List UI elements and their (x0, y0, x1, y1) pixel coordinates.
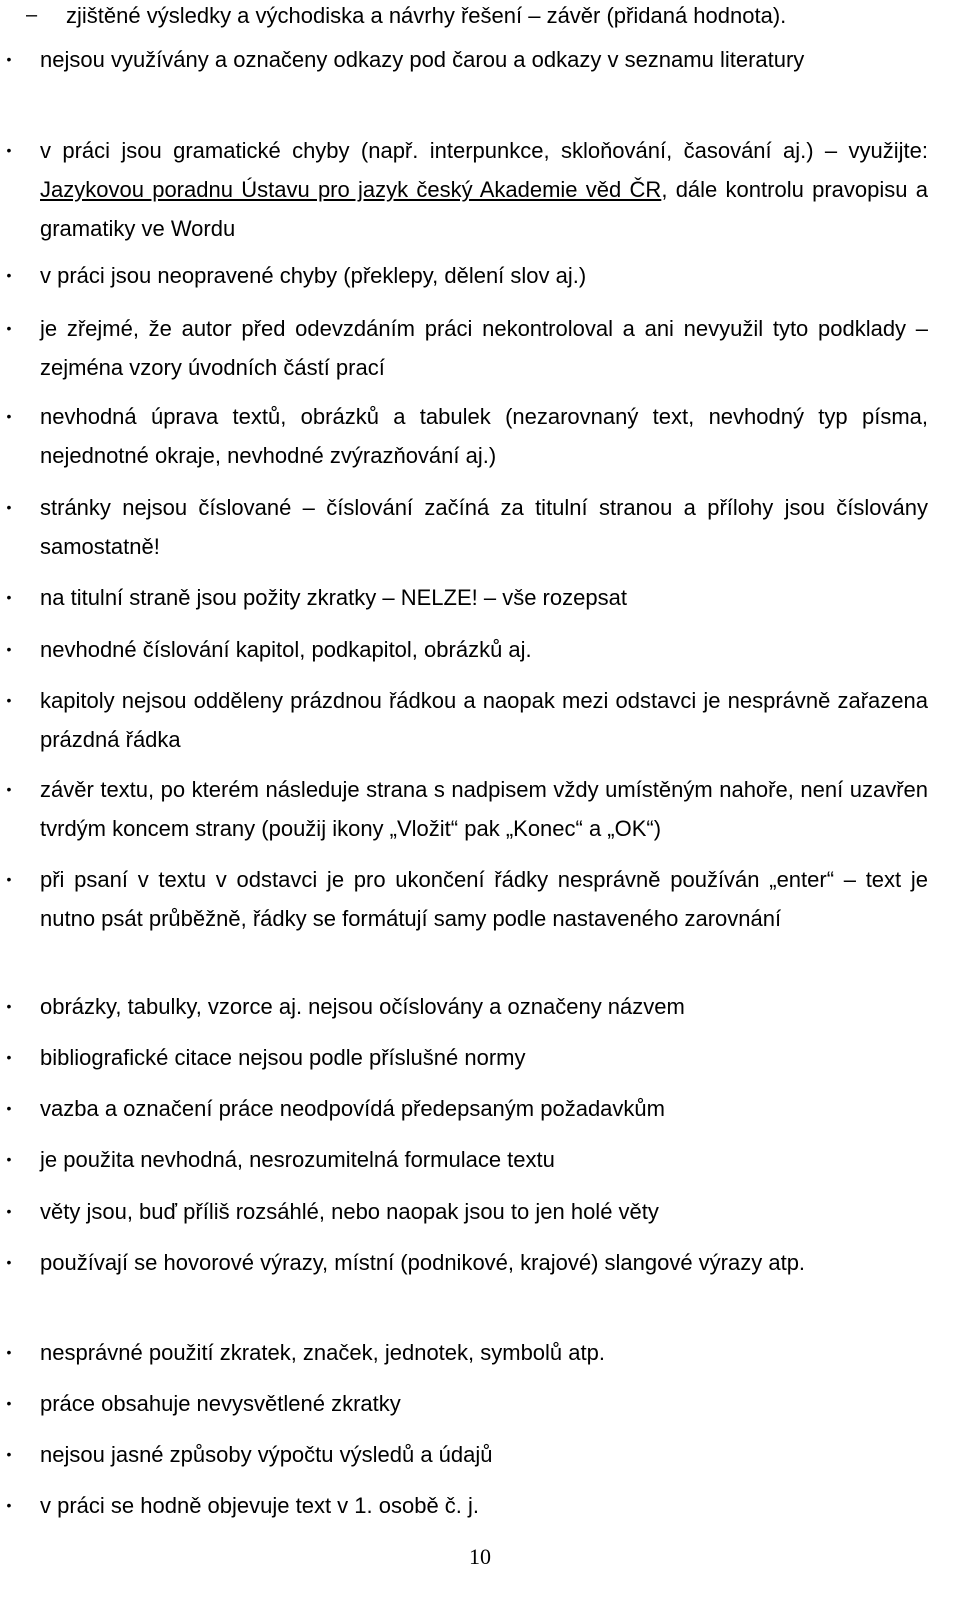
list-item-text: používají se hovorové výrazy, místní (podnikové, krajové) slangové výrazy atp. (40, 1250, 806, 1275)
dash-bullet-icon: – (26, 4, 38, 26)
bullet-icon: • (6, 871, 12, 887)
list-item-text: na titulní straně jsou požity zkratky – NELZE! – vše rozepsat (40, 585, 627, 610)
list-item (26, 0, 928, 35)
bullet-icon: • (6, 589, 12, 605)
list-item (6, 1192, 928, 1231)
bullet-icon: • (6, 408, 12, 424)
list-item (6, 1384, 928, 1423)
bullet-icon: • (6, 692, 12, 708)
bullet-icon: • (6, 641, 12, 657)
list-item-text: v práci jsou neopravené chyby (překlepy, dělení slov aj.) (40, 263, 587, 288)
list-item-text: nevhodné číslování kapitol, podkapitol, obrázků aj. (40, 637, 532, 662)
bullet-icon: • (6, 142, 12, 158)
bullet-icon: • (6, 1254, 12, 1270)
list-item (6, 1486, 928, 1525)
bullet-icon: • (6, 267, 12, 283)
list-item-text: nejsou využívány a označeny odkazy pod čarou a odkazy v seznamu literatury (40, 47, 805, 72)
bullet-icon: • (6, 1151, 12, 1167)
list-item (6, 1038, 928, 1077)
list-item-text: v práci se hodně objevuje text v 1. osobě č. j. (40, 1493, 480, 1518)
list-item (6, 488, 928, 566)
list-item (6, 256, 928, 295)
list-item-text: závěr textu, po kterém následuje strana s nadpisem vždy umístěným nahoře, není uzavřen tvrdým koncem strany (použij ikony „Vložit“ pak „Konec“ a „OK“) (40, 777, 928, 841)
bullet-icon: • (6, 781, 12, 797)
bullet-icon: • (6, 1100, 12, 1116)
bullet-icon: • (6, 1446, 12, 1462)
list-item-text: kapitoly nejsou odděleny prázdnou řádkou a naopak mezi odstavci je nesprávně zařazena prázdná řádka (40, 688, 928, 752)
list-item-text: bibliografické citace nejsou podle příslušné normy (40, 1045, 526, 1070)
list-item-text: nevhodná úprava textů, obrázků a tabulek (nezarovnaný text, nevhodný typ písma, nejednotné okraje, nevhodné zvýrazňování aj.) (40, 404, 928, 468)
list-item-text: při psaní v textu v odstavci je pro ukončení řádky nesprávně používán „enter“ – text je nutno psát průběžně, řádky se formátují samy podle nastaveného zarovnání (40, 867, 928, 931)
list-item-text: je použita nevhodná, nesrozumitelná formulace textu (40, 1147, 555, 1172)
list-item (6, 1140, 928, 1179)
list-item (6, 860, 928, 938)
list-item-text: v práci jsou gramatické chyby (např. interpunkce, skloňování, časování aj.) – využijte: (40, 138, 928, 163)
list-item-text: nesprávné použití zkratek, značek, jednotek, symbolů atp. (40, 1340, 605, 1365)
list-item (6, 1435, 928, 1474)
bullet-icon: • (6, 51, 12, 67)
list-item-text: práce obsahuje nevysvětlené zkratky (40, 1391, 401, 1416)
list-item (6, 770, 928, 848)
bullet-icon: • (6, 1395, 12, 1411)
list-item (6, 1089, 928, 1128)
list-item (6, 40, 928, 79)
bullet-icon: • (6, 1203, 12, 1219)
list-item (6, 681, 928, 759)
list-item (6, 1243, 928, 1282)
list-item (6, 131, 928, 248)
list-item (6, 578, 928, 617)
list-item-text: vazba a označení práce neodpovídá předepsaným požadavkům (40, 1096, 665, 1121)
list-item-text: je zřejmé, že autor před odevzdáním práci nekontroloval a ani nevyužil tyto podklady – zejména vzory úvodních částí prací (40, 316, 928, 380)
list-item (6, 397, 928, 475)
list-item-text: stránky nejsou číslované – číslování začíná za titulní stranou a přílohy jsou číslovány samostatně! (40, 495, 928, 559)
bullet-icon: • (6, 1497, 12, 1513)
bullet-icon: • (6, 499, 12, 515)
list-item (6, 987, 928, 1026)
list-item (6, 309, 928, 387)
list-item-text: nejsou jasné způsoby výpočtu výsledů a údajů (40, 1442, 493, 1467)
page-number: 10 (469, 1544, 491, 1569)
list-item-text: věty jsou, buď příliš rozsáhlé, nebo naopak jsou to jen holé věty (40, 1199, 659, 1224)
list-item-text: zjištěné výsledky a východiska a návrhy řešení – závěr (přidaná hodnota). (66, 3, 787, 28)
list-item-text: obrázky, tabulky, vzorce aj. nejsou očíslovány a označeny názvem (40, 994, 685, 1019)
bullet-icon: • (6, 998, 12, 1014)
list-item-text: , dále kontrolu pravopisu a gramatiky ve Wordu (40, 177, 928, 241)
bullet-icon: • (6, 1049, 12, 1065)
list-item (6, 1333, 928, 1372)
list-item (6, 630, 928, 669)
bullet-icon: • (6, 320, 12, 336)
language-advice-link[interactable]: Jazykovou poradnu Ústavu pro jazyk český Akademie věd ČR (40, 177, 662, 202)
bullet-icon: • (6, 1344, 12, 1360)
